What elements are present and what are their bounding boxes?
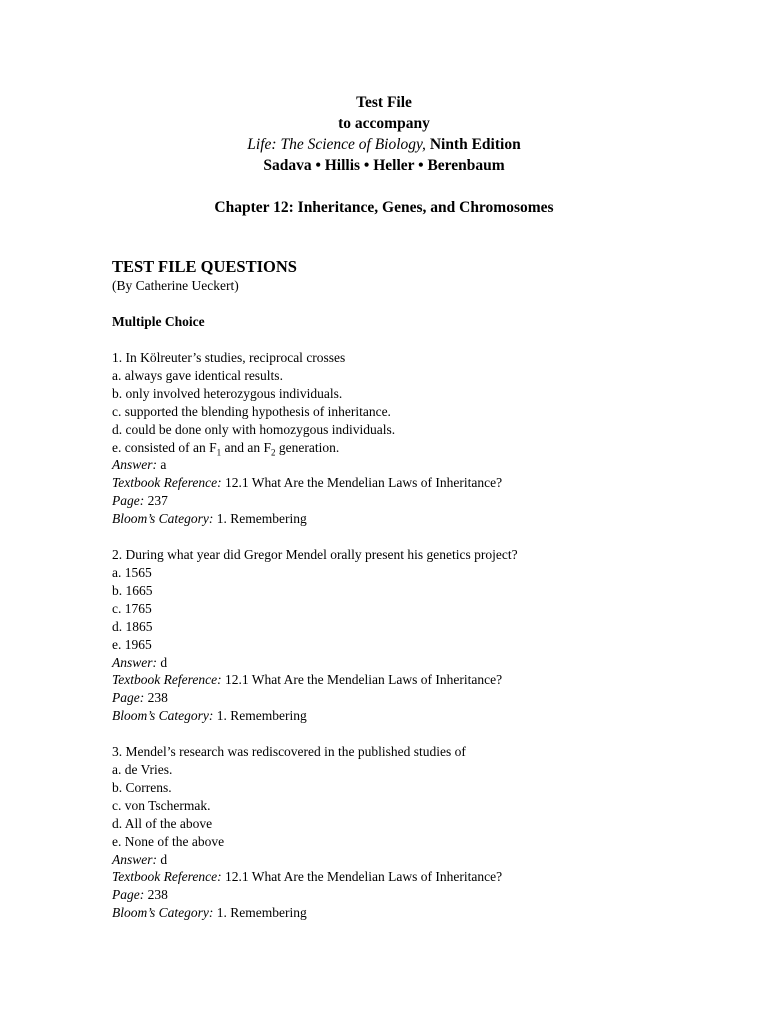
subscript: 2 [270, 447, 276, 458]
book-edition: Ninth Edition [425, 136, 521, 153]
subsection-heading: Multiple Choice [112, 314, 205, 329]
reference-value: 12.1 What Are the Mendelian Laws of Inheritance? [221, 869, 503, 885]
bloom-line [112, 707, 732, 725]
reference-label: Textbook Reference: [112, 672, 222, 688]
option-d: d. All of the above [112, 815, 213, 831]
author-line: (By Catherine Ueckert) [112, 278, 239, 293]
option-c: c. supported the blending hypothesis of inheritance. [112, 403, 391, 419]
option-b: b. Correns. [112, 779, 172, 795]
page-label: Page: [112, 493, 145, 509]
option-c: c. 1765 [112, 600, 152, 616]
option-e: e. 1965 [112, 636, 152, 652]
question-item [112, 349, 732, 528]
bloom-label: Bloom’s Category: [112, 905, 214, 921]
section-title: TEST FILE QUESTIONS [112, 257, 297, 276]
option-a: a. always gave identical results. [112, 367, 283, 383]
book-title: Life: The Science of Biology, [247, 136, 426, 153]
book-authors: Sadava • Hillis • Heller • Berenbaum [263, 157, 505, 174]
bloom-value: 1. Remembering [213, 708, 307, 724]
page-line [112, 492, 732, 510]
document-title: Test File [356, 94, 412, 111]
bloom-label: Bloom’s Category: [112, 708, 214, 724]
reference-line [112, 868, 732, 886]
option-d: d. 1865 [112, 618, 153, 634]
page-value: 238 [144, 690, 168, 706]
option-d: d. could be done only with homozygous individuals. [112, 421, 396, 437]
page-line [112, 886, 732, 904]
chapter-heading: Chapter 12: Inheritance, Genes, and Chromosomes [214, 199, 554, 216]
book-line [0, 134, 768, 155]
answer-label: Answer: [112, 851, 157, 867]
question-stem: 2. During what year did Gregor Mendel orally present his genetics project? [112, 547, 518, 563]
page-line [112, 689, 732, 707]
option-e [112, 439, 732, 457]
bloom-line [112, 510, 732, 528]
reference-value: 12.1 What Are the Mendelian Laws of Inheritance? [221, 672, 503, 688]
option-c: c. von Tschermak. [112, 797, 211, 813]
page-label: Page: [112, 690, 145, 706]
answer-label: Answer: [112, 457, 157, 473]
question-stem: 3. Mendel’s research was rediscovered in the published studies of [112, 744, 466, 760]
option-e-text: e. consisted of an F [112, 439, 217, 455]
option-b: b. only involved heterozygous individuals. [112, 385, 343, 401]
bloom-label: Bloom’s Category: [112, 511, 214, 527]
answer-value: d [157, 851, 168, 867]
option-e-text: and an F [221, 439, 271, 455]
reference-line [112, 671, 732, 689]
bloom-line [112, 904, 732, 922]
option-e: e. None of the above [112, 833, 225, 849]
bloom-value: 1. Remembering [213, 905, 307, 921]
option-a: a. de Vries. [112, 762, 173, 778]
subscript: 1 [216, 447, 222, 458]
page-label: Page: [112, 887, 145, 903]
answer-line [112, 654, 732, 672]
page-value: 238 [144, 887, 168, 903]
reference-label: Textbook Reference: [112, 475, 222, 491]
option-b: b. 1665 [112, 582, 153, 598]
answer-line [112, 456, 732, 474]
option-a: a. 1565 [112, 564, 152, 580]
reference-line [112, 474, 732, 492]
reference-value: 12.1 What Are the Mendelian Laws of Inheritance? [221, 475, 503, 491]
answer-value: a [157, 457, 167, 473]
question-item [112, 743, 732, 922]
reference-label: Textbook Reference: [112, 869, 222, 885]
option-e-text: generation. [275, 439, 340, 455]
question-item [112, 546, 732, 725]
question-stem: 1. In Kölreuter’s studies, reciprocal crosses [112, 350, 346, 365]
document-header [0, 92, 768, 176]
document-subtitle: to accompany [338, 115, 430, 132]
page-value: 237 [144, 493, 168, 509]
answer-line [112, 851, 732, 869]
answer-value: d [157, 654, 168, 670]
question-list [112, 349, 732, 940]
bloom-value: 1. Remembering [213, 511, 307, 527]
answer-label: Answer: [112, 654, 157, 670]
